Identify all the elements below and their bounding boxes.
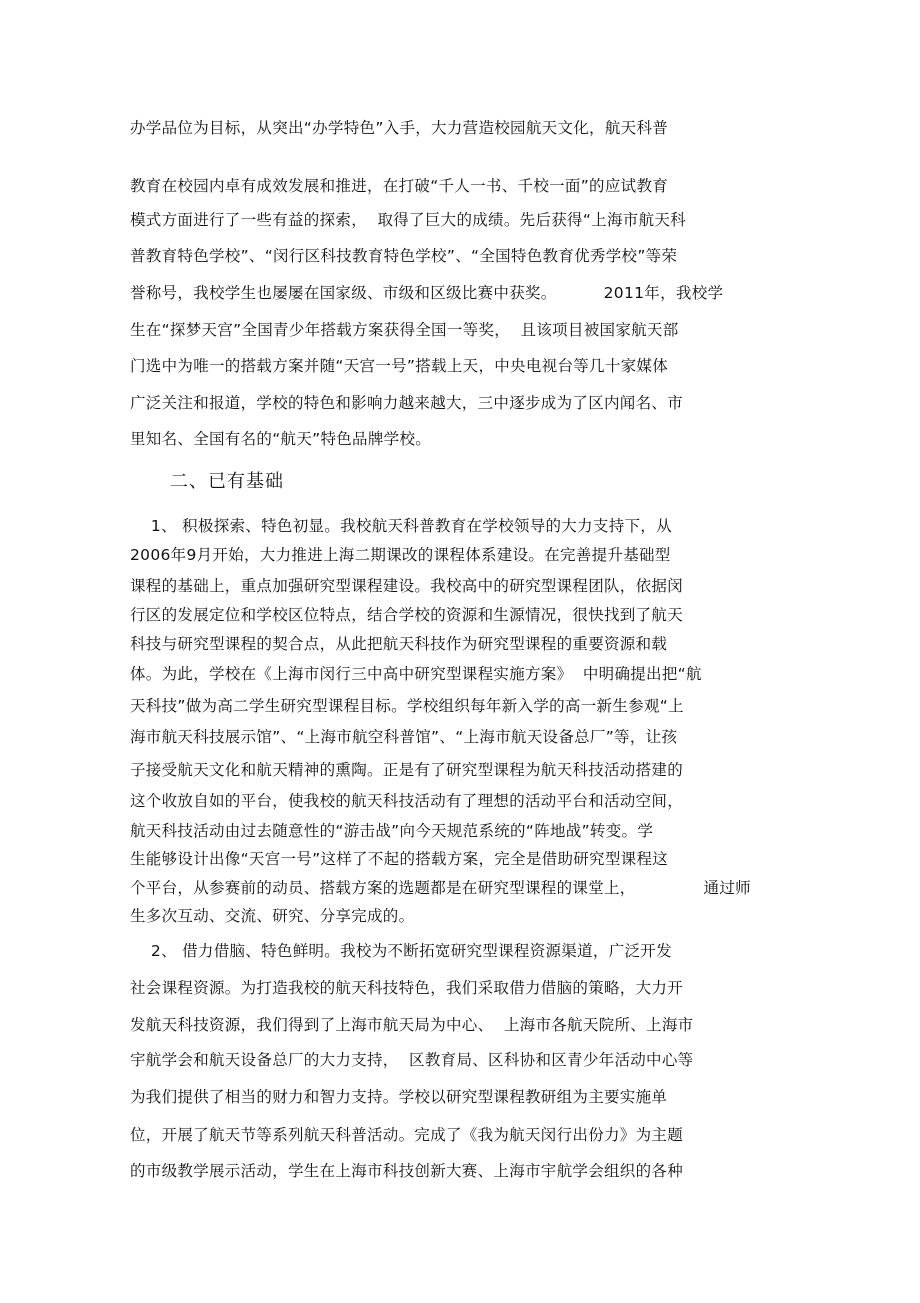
intro-line-2: 教育在校园内卓有成效发展和推进，在打破“千人一书、千校一面”的应试教育	[130, 177, 669, 195]
intro-line-5: 誉称号，我校学生也屡屡在国家级、市级和区级比赛中获奖。 2011年，我校学	[130, 284, 724, 302]
para1-line-11: 航天科技活动由过去随意性的“游击战”向今天规范系统的“阵地战”转变。学	[130, 822, 654, 840]
para2-line-6: 位，开展了航天节等系列航天科普活动。完成了《我为航天闵行出份力》为主题	[130, 1126, 684, 1144]
intro-line-1: 办学品位为目标，从突出“办学特色”入手，大力营造校园航天文化，航天科普	[130, 119, 669, 137]
intro-line-6: 生在“探梦天宫”全国青少年搭载方案获得全国一等奖， 且该项目被国家航天部	[130, 321, 679, 339]
para1-line-13: 个平台，从参赛前的动员、搭载方案的选题都是在研究型课程的课堂上， 通过师	[130, 879, 751, 897]
para1-line-5: 科技与研究型课程的契合点，从此把航天科技作为研究型课程的重要资源和载	[130, 635, 668, 653]
intro-line-4: 普教育特色学校”、“闵行区科技教育特色学校”、“全国特色教育优秀学校”等荣	[130, 247, 678, 265]
para1-line-2: 2006年9月开始，大力推进上海二期课改的课程体系建设。在完善提升基础型	[130, 546, 671, 564]
intro-line-9: 里知名、全国有名的“航天”特色品牌学校。	[130, 430, 432, 448]
para1-line-6: 体。为此，学校在《上海市闵行三中高中研究型课程实施方案》 中明确提出把“航	[130, 665, 702, 683]
para1-line-1: 1、 积极探索、特色初显。我校航天科普教育在学校领导的大力支持下，从	[130, 517, 672, 535]
para2-line-7: 的市级教学展示活动，学生在上海市科技创新大赛、上海市宇航学会组织的各种	[130, 1162, 684, 1180]
para1-line-3: 课程的基础上，重点加强研究型课程建设。我校高中的研究型课程团队，依据闵	[130, 577, 684, 595]
intro-line-3: 模式方面进行了一些有益的探索， 取得了巨大的成绩。先后获得“上海市航天科	[130, 211, 686, 229]
para1-line-7: 天科技”做为高二学生研究型课程目标。学校组织每年新入学的高一新生参观“上	[130, 697, 684, 715]
section-heading: 二、已有基础	[170, 471, 284, 492]
para2-line-5: 为我们提供了相当的财力和智力支持。学校以研究型课程教研组为主要实施单	[130, 1088, 668, 1106]
para2-line-3: 发航天科技资源，我们得到了上海市航天局为中心、 上海市各航天院所、上海市	[130, 1016, 694, 1034]
para2-line-2: 社会课程资源。为打造我校的航天科技特色，我们采取借力借脑的策略，大力开	[130, 979, 684, 997]
para1-line-12: 生能够设计出像“天宫一号”这样了不起的搭载方案，完全是借助研究型课程这	[130, 850, 669, 868]
intro-line-7: 门选中为唯一的搭载方案并随“天宫一号”搭载上天，中央电视台等几十家媒体	[130, 357, 669, 375]
para1-line-9: 子接受航天文化和航天精神的熏陶。正是有了研究型课程为航天科技活动搭建的	[130, 761, 684, 779]
para1-line-8: 海市航天科技展示馆”、“上海市航空科普馆”、“上海市航天设备总厂”等，让孩	[130, 728, 678, 746]
para2-line-4: 宇航学会和航天设备总厂的大力支持， 区教育局、区科协和区青少年活动中心等	[130, 1051, 694, 1069]
para1-line-14: 生多次互动、交流、研究、分享完成的。	[130, 907, 415, 925]
intro-line-8: 广泛关注和报道，学校的特色和影响力越来越大，三中逐步成为了区内闻名、市	[130, 394, 684, 412]
para2-line-1: 2、 借力借脑、特色鲜明。我校为不断拓宽研究型课程资源渠道，广泛开发	[130, 942, 672, 960]
para1-line-4: 行区的发展定位和学校区位特点，结合学校的资源和生源情况，很快找到了航天	[130, 606, 684, 624]
para1-line-10: 这个收放自如的平台，使我校的航天科技活动有了理想的活动平台和活动空间，	[130, 792, 684, 810]
